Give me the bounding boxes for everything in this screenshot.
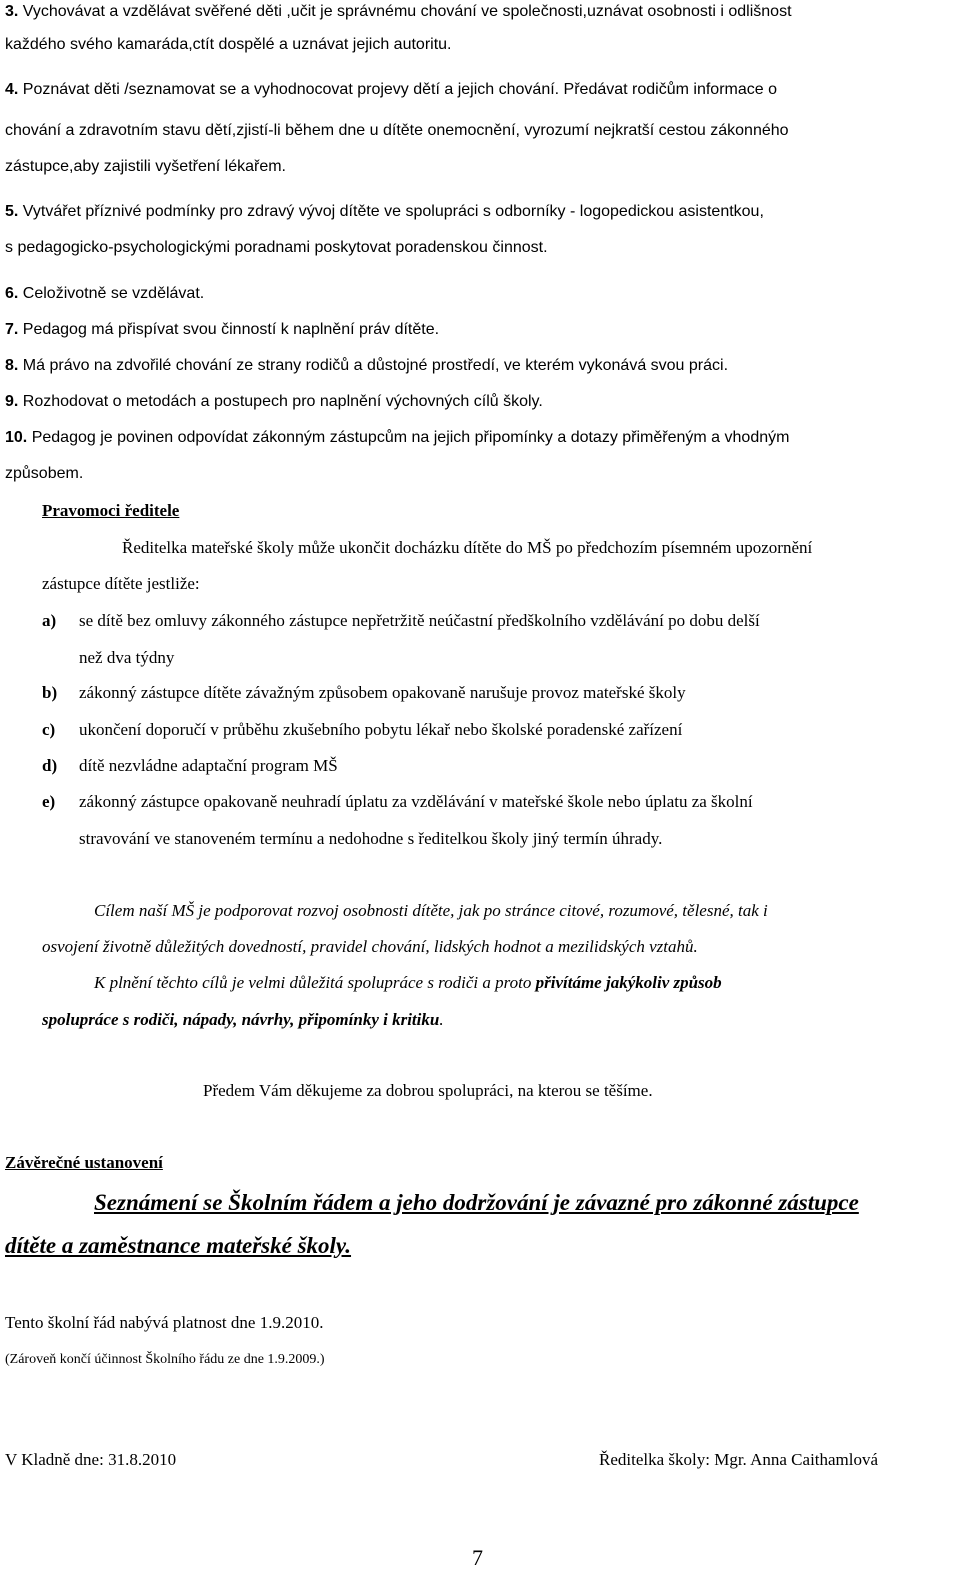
list-item-b: zákonný zástupce dítěte závažným způsobem opakovaně narušuje provoz mateřské školy [79,683,686,702]
goals-p1-line-1: Cílem naší MŠ je podporovat rozvoj osobnosti dítěte, jak po stránce citové, rozumové, tělesné, tak i [94,901,768,920]
list-item-d: dítě nezvládne adaptační program MŠ [79,756,338,775]
thanks-line: Předem Vám děkujeme za dobrou spolupráci, na kterou se těšíme. [203,1081,653,1100]
list-item-a-line-1: se dítě bez omluvy zákonného zástupce nepřetržitě neúčastní předškolního vzdělávání po dobu delší [79,611,760,630]
list-label-d: d) [42,756,58,775]
final-statement-line-1: Seznámení se Školním řádem a jeho dodržování je závazné pro zákonné zástupce [94,1190,859,1215]
page-number: 7 [472,1545,483,1570]
item-7: 7. Pedagog má přispívat svou činností k naplnění práv dítěte. [5,321,440,338]
item-number: 7. [5,321,19,338]
item-8: 8. Má právo na zdvořilé chování ze strany rodičů a důstojné prostředí, ve kterém vykonává svou práci. [5,357,729,374]
item-10-line-1: 10. Pedagog je povinen odpovídat zákonným zástupcům na jejich připomínky a dotazy přiměřeným a vhodným [5,429,790,446]
item-number: 5. [5,203,19,220]
final-statement-line-2: dítěte a zaměstnance mateřské školy. [5,1233,352,1258]
item-10-line-2: způsobem. [5,465,84,482]
item-number: 4. [5,81,19,98]
item-number: 8. [5,357,19,374]
list-item-a-line-2: než dva týdny [79,648,175,667]
item-number: 9. [5,393,19,410]
list-item-e-line-1: zákonný zástupce opakovaně neuhradí úplatu za vzdělávání v mateřské škole nebo úplatu za školní [79,792,753,811]
item-5-line-1: 5. Vytvářet příznivé podmínky pro zdravý vývoj dítěte ve spolupráci s odborníky - logopedickou asistentkou, [5,203,764,220]
list-label-a: a) [42,611,57,630]
goals-p2-line-2: spolupráce s rodiči, nápady, návrhy, připomínky i kritiku. [42,1010,444,1029]
director-intro-line-2: zástupce dítěte jestliže: [42,574,200,593]
list-label-c: c) [42,720,56,739]
item-4-line-1: 4. Poznávat děti /seznamovat se a vyhodnocovat projevy dětí a jejich chování. Předávat rodičům informace o [5,81,777,98]
director-signature: Ředitelka školy: Mgr. Anna Caithamlová [599,1450,879,1469]
item-9: 9. Rozhodovat o metodách a postupech pro naplnění výchovných cílů školy. [5,393,543,410]
list-label-b: b) [42,683,58,702]
item-4-line-2: chování a zdravotním stavu dětí,zjistí-li během dne u dítěte onemocnění, vyrozumí nejkratší cestou zákonného [5,122,789,139]
list-label-e: e) [42,792,56,811]
goals-p1-line-2: osvojení životně důležitých dovedností, pravidel chování, lidských hodnot a mezilidských vztahů. [42,937,698,956]
place-and-date: V Kladně dne: 31.8.2010 [5,1450,177,1469]
item-number: 6. [5,285,19,302]
list-item-c: ukončení doporučí v průběhu zkušebního pobytu lékař nebo školské poradenské zařízení [79,720,683,739]
final-heading: Závěrečné ustanovení [5,1153,163,1172]
director-heading: Pravomoci ředitele [42,501,180,520]
director-intro-line-1: Ředitelka mateřské školy může ukončit docházku dítěte do MŠ po předchozím písemném upozornění [122,538,813,557]
item-3-line-1: 3. Vychovávat a vzdělávat svěřené děti ,učit je správnému chování ve společnosti,uznávat osobnosti i odlišnost [5,3,792,20]
list-item-e-line-2: stravování ve stanoveném termínu a nedohodne s ředitelkou školy jiný termín úhrady. [79,829,663,848]
goals-p2-line-1: K plnění těchto cílů je velmi důležitá spolupráce s rodiči a proto přivítáme jakýkoliv způsob [94,973,722,992]
item-3-line-2: každého svého kamaráda,ctít dospělé a uznávat jejich autoritu. [5,36,452,53]
validity-line: Tento školní řád nabývá platnost dne 1.9.2010. [5,1313,324,1332]
item-number: 3. [5,3,19,20]
item-6: 6. Celoživotně se vzdělávat. [5,285,205,302]
item-4-line-3: zástupce,aby zajistili vyšetření lékařem. [5,158,286,175]
item-5-line-2: s pedagogicko-psychologickými poradnami poskytovat poradenskou činnost. [5,239,548,256]
previous-rules-note: (Zároveň končí účinnost Školního řádu ze dne 1.9.2009.) [5,1352,325,1367]
item-number: 10. [5,429,28,446]
